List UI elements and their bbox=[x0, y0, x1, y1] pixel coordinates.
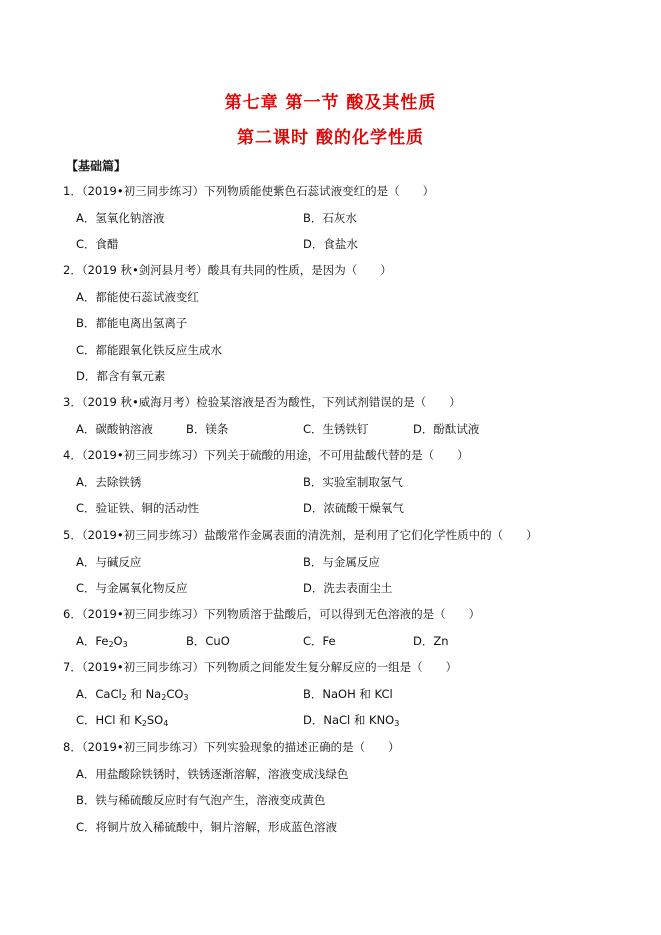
question-5-stem: 5．（2019•初三同步练习）盐酸常作金属表面的清洗剂，是利用了它们化学性质中的（ ） bbox=[63, 528, 538, 542]
question-7-option-a: A．CaCl$_2$ 和 $Na_2CO_3$ bbox=[76, 687, 189, 702]
question-3-option-b: B．镁条 bbox=[186, 422, 229, 436]
question-4-option-b: B．实验室制取氢气 bbox=[303, 475, 403, 489]
question-6-option-b: B．CuO bbox=[186, 634, 230, 648]
question-1-option-d: D．食盐水 bbox=[303, 237, 358, 251]
question-6-option-c: C．Fe bbox=[303, 634, 336, 648]
question-5-option-a: A．与碱反应 bbox=[76, 555, 142, 569]
question-4-option-c: C．验证铁、铜的活动性 bbox=[76, 501, 200, 515]
page-title: 第七章 第一节 酸及其性质 bbox=[224, 93, 437, 113]
question-2-stem: 2．（2019 秋•剑河县月考）酸具有共同的性质，是因为（ ） bbox=[63, 263, 392, 277]
question-4-option-d: D．浓硫酸干燥氧气 bbox=[303, 501, 404, 515]
question-1-stem: 1．（2019•初三同步练习）下列物质能使紫色石蕊试液变红的是（ ） bbox=[63, 184, 435, 198]
question-6-stem: 6．（2019•初三同步练习）下列物质溶于盐酸后，可以得到无色溶液的是（ ） bbox=[63, 607, 481, 621]
question-7-option-b: B．NaOH 和 KCl bbox=[303, 687, 393, 701]
question-4-option-a: A．去除铁锈 bbox=[76, 475, 142, 489]
section-label: 【基础篇】 bbox=[66, 159, 127, 173]
question-3-option-c: C．生锈铁钉 bbox=[303, 422, 369, 436]
question-8-option-a: A．用盐酸除铁锈时，铁锈逐渐溶解，溶液变成浅绿色 bbox=[76, 767, 349, 781]
question-8-option-b: B．铁与稀硫酸反应时有气泡产生，溶液变成黄色 bbox=[76, 793, 326, 807]
question-2-option-d: D．都含有氧元素 bbox=[76, 369, 166, 383]
question-8-stem: 8．（2019•初三同步练习）下列实验现象的描述正确的是（ ） bbox=[63, 740, 400, 754]
question-3-option-a: A．碳酸钠溶液 bbox=[76, 422, 153, 436]
question-2-option-c: C．都能跟氧化铁反应生成水 bbox=[76, 343, 223, 357]
question-5-option-b: B．与金属反应 bbox=[303, 555, 380, 569]
question-7-stem: 7．（2019•初三同步练习）下列物质之间能发生复分解反应的一组是（ ） bbox=[63, 660, 458, 674]
question-2-option-a: A．都能使石蕊试液变红 bbox=[76, 290, 199, 304]
question-5-option-c: C．与金属氧化物反应 bbox=[76, 581, 188, 595]
question-1-option-b: B．石灰水 bbox=[303, 211, 357, 225]
question-4-stem: 4．（2019•初三同步练习）下列关于硫酸的用途，不可用盐酸代替的是（ ） bbox=[63, 448, 469, 462]
question-3-option-d: D．酚酞试液 bbox=[413, 422, 480, 436]
question-6-option-d: D．Zn bbox=[413, 634, 449, 648]
question-7-option-c: C．HCl 和 $K_2SO_4$ bbox=[76, 713, 169, 728]
question-6-option-a: A．$Fe_2O_3$ bbox=[76, 634, 128, 649]
question-5-option-d: D．洗去表面尘土 bbox=[303, 581, 393, 595]
question-1-option-a: A．氢氧化钠溶液 bbox=[76, 211, 165, 225]
question-1-option-c: C．食醋 bbox=[76, 237, 119, 251]
question-3-stem: 3．（2019 秋•威海月考）检验某溶液是否为酸性，下列试剂错误的是（ ） bbox=[63, 395, 461, 409]
question-8-option-c: C．将铜片放入稀硫酸中，铜片溶解，形成蓝色溶液 bbox=[76, 820, 338, 834]
question-2-option-b: B．都能电离出氢离子 bbox=[76, 316, 188, 330]
page-subtitle: 第二课时 酸的化学性质 bbox=[237, 128, 424, 148]
question-7-option-d: D．NaCl 和 $KNO_3$ bbox=[303, 713, 400, 728]
